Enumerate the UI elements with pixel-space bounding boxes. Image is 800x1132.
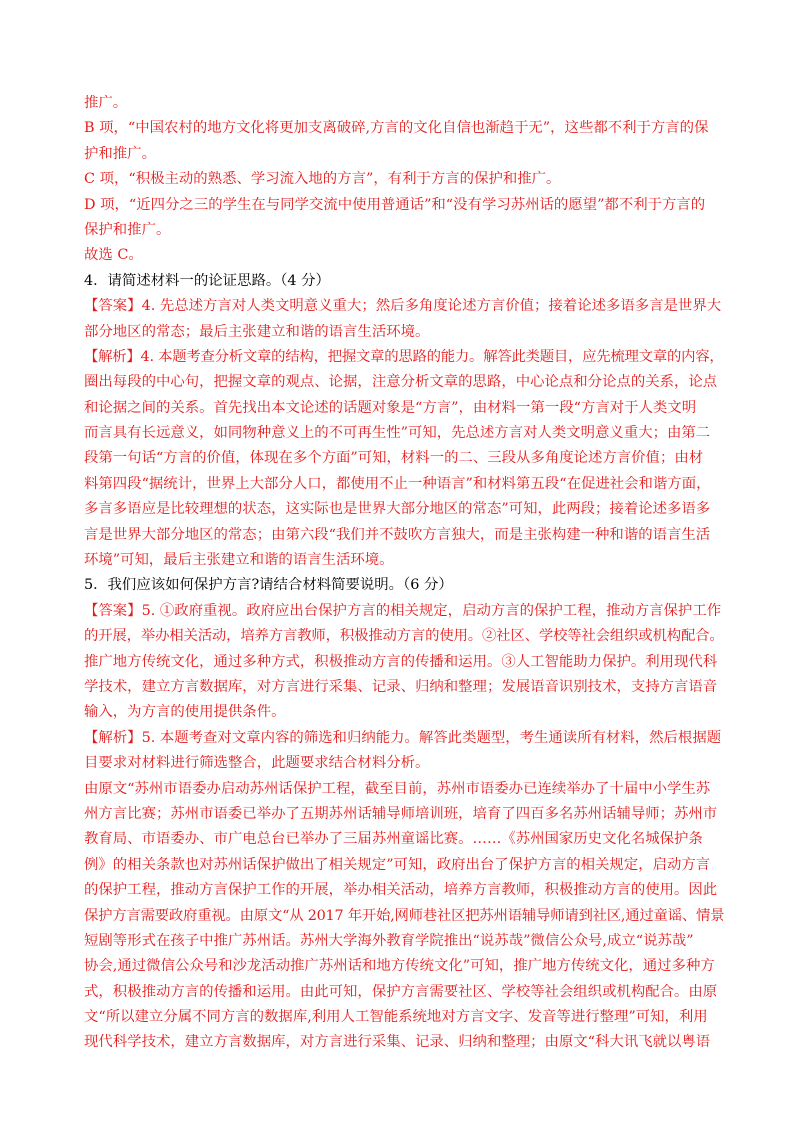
text-line: 由原文“苏州市语委办启动苏州话保护工程，截至目前，苏州市语委办已连续举办了十届中小学生苏 (84, 780, 711, 797)
text-line: C 项，“积极主动的熟悉、学习流入地的方言”，有利于方言的保护和推广。 (84, 171, 561, 188)
text-line: 部分地区的常态；最后主张建立和谐的语言生活环境。 (84, 323, 430, 340)
text-line: 而言具有长远意义，如同物种意义上的不可再生性”可知，先总述方言对人类文明意义重大；由第二 (84, 425, 711, 442)
text-line: 推广地方传统文化，通过多种方式，积极推动方言的传播和运用。③人工智能助力保护。利用现代科 (84, 653, 718, 670)
text-line: 段第一句话“方言的价值，体现在多个方面”可知，材料一的二、三段从多角度论述方言价值；由材 (84, 450, 704, 467)
text-line: 环境”可知，最后主张建立和谐的语言生活环境。 (84, 552, 394, 569)
text-line: 保护和推广。 (84, 221, 171, 238)
text-line: 输入，为方言的使用提供条件。 (84, 704, 286, 721)
text-line: 州方言比赛；苏州市语委已举办了五期苏州话辅导师培训班，培育了四百多名苏州话辅导师；苏州市 (84, 805, 718, 822)
text-line: 圈出每段的中心句，把握文章的观点、论据，注意分析文章的思路，中心论点和分论点的关系，论点 (84, 374, 718, 391)
text-line: 教育局、市语委办、市广电总台已举办了三届苏州童谣比赛。……《苏州国家历史文化名城保护条 (84, 831, 703, 848)
text-line: 多言多语应是比较理想的状态，这实际也是世界大部分地区的常态”可知，此两段；接着论述多语多 (84, 501, 711, 518)
text-line: 保护方言需要政府重视。由原文“从 2017 年开始,网师巷社区把苏州语辅导师请到社区,通过童谣、情景 (84, 907, 724, 924)
text-line: 5．我们应该如何保护方言?请结合材料简要说明。（6 分） (84, 577, 453, 594)
text-line: 学技术，建立方言数据库，对方言进行采集、记录、归纳和整理；发展语音识别技术，支持方言语音 (84, 678, 718, 695)
text-line: 现代科学技术，建立方言数据库，对方言进行采集、记录、归纳和整理；由原文“科大讯飞就以粤语 (84, 1034, 711, 1051)
text-line: 目要求对材料进行筛选整合，此题要求结合材料分析。 (84, 755, 430, 772)
text-line: 和论据之间的关系。首先找出本文论述的话题对象是“方言”，由材料一第一段“方言对于人类文明 (84, 399, 697, 416)
text-line: 短剧等形式在孩子中推广苏州话。苏州大学海外教育学院推出“说苏哉”微信公众号,成立“说苏哉” (84, 932, 694, 949)
text-line: 【解析】5. 本题考查对文章内容的筛选和归纳能力。解答此类题型，考生通读所有材料，然后根据题 (84, 729, 722, 746)
text-line: 式，积极推动方言的传播和运用。由此可知，保护方言需要社区、学校等社会组织或机构配合。由原 (84, 983, 718, 1000)
text-line: 4．请简述材料一的论证思路。（4 分） (84, 272, 330, 289)
text-line: 文“所以建立分属不同方言的数据库,利用人工智能系统地对方言文字、发音等进行整理”可知，利用 (84, 1009, 708, 1026)
text-line: 的保护工程，推动方言保护工作的开展，举办相关活动，培养方言教师，积极推动方言的使用。因此 (84, 882, 718, 899)
text-line: 言是世界大部分地区的常态；由第六段“我们并不鼓吹方言独大，而是主张构建一种和谐的语言生活 (84, 526, 711, 543)
text-line: 料第四段“据统计，世界上大部分人口，都使用不止一种语言”和材料第五段“在促进社会和谐方面， (84, 475, 711, 492)
text-line: 【答案】4. 先总述方言对人类文明意义重大；然后多角度论述方言价值；接着论述多语多言是世界大 (84, 298, 722, 315)
text-line: 【答案】5. ①政府重视。政府应出台保护方言的相关规定，启动方言的保护工程，推动方言保护工作 (84, 602, 722, 619)
text-line: 的开展，举办相关活动，培养方言教师，积极推动方言的使用。②社区、学校等社会组织或机构配合。 (84, 628, 724, 645)
text-line: D 项，“近四分之三的学生在与同学交流中使用普通话”和“没有学习苏州话的愿望”都不利于方言的 (84, 196, 706, 213)
text-line: 协会,通过微信公众号和沙龙活动推广苏州话和地方传统文化”可知，推广地方传统文化，通过多种方 (84, 958, 715, 975)
text-line: 护和推广。 (84, 145, 156, 162)
text-line: 故选 C。 (84, 247, 143, 264)
document-page (84, 91, 724, 1056)
text-line: 推广。 (84, 95, 128, 111)
text-line: 【解析】4. 本题考查分析文章的结构，把握文章的思路的能力。解答此类题目，应先梳理文章的内容， (84, 348, 724, 365)
text-line: B 项，“中国农村的地方文化将更加支离破碎,方言的文化自信也渐趋于无”，这些都不利于方言的保 (84, 120, 709, 137)
text-line: 例》的相关条款也对苏州话保护做出了相关规定”可知，政府出台了保护方言的相关规定，启动方言 (84, 856, 711, 873)
